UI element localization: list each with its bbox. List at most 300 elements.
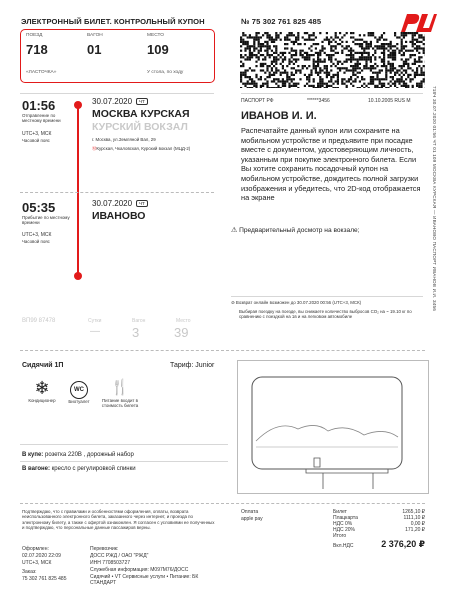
barcode-module — [240, 41, 242, 43]
barcode-module — [392, 83, 394, 85]
barcode-module — [392, 54, 394, 56]
barcode-module — [341, 80, 343, 82]
barcode-module — [269, 34, 271, 36]
barcode-module — [412, 69, 414, 71]
barcode-module — [315, 52, 317, 54]
barcode-module — [275, 58, 277, 60]
barcode-module — [324, 39, 326, 41]
barcode-module — [401, 85, 403, 87]
barcode-module — [376, 74, 378, 76]
barcode-module — [328, 56, 330, 58]
barcode-module — [326, 54, 328, 56]
barcode-module — [273, 61, 275, 63]
barcode-module — [330, 65, 332, 67]
barcode-module — [398, 74, 400, 76]
service-info: Служебная информация: М097М76/ДОСС — [90, 567, 189, 573]
barcode-module — [297, 36, 299, 38]
barcode-module — [368, 56, 370, 58]
barcode-module — [330, 58, 332, 60]
barcode-module — [297, 65, 299, 67]
barcode-module — [392, 78, 394, 80]
barcode-module — [308, 74, 310, 76]
barcode-module — [332, 83, 334, 85]
barcode-module — [266, 45, 268, 47]
barcode-module — [251, 83, 253, 85]
barcode-module — [370, 78, 372, 80]
barcode-module — [264, 72, 266, 74]
barcode-module — [396, 43, 398, 45]
barcode-module — [368, 32, 370, 34]
barcode-module — [420, 85, 422, 87]
barcode-module — [418, 34, 420, 36]
barcode-module — [381, 78, 383, 80]
barcode-module — [275, 36, 277, 38]
barcode-module — [240, 39, 242, 41]
barcode-module — [291, 41, 293, 43]
barcode-module — [390, 63, 392, 65]
barcode-module — [277, 58, 279, 60]
barcode-module — [244, 74, 246, 76]
barcode-module — [299, 78, 301, 80]
barcode-module — [423, 65, 425, 67]
barcode-module — [266, 50, 268, 52]
barcode-module — [418, 52, 420, 54]
barcode-module — [418, 36, 420, 38]
total-row — [333, 539, 425, 550]
price-row-label: Билет — [333, 509, 347, 515]
ticket-number: № 75 302 761 825 485 — [241, 17, 322, 26]
barcode-module — [273, 78, 275, 80]
barcode-module — [405, 72, 407, 74]
barcode-module — [409, 67, 411, 69]
barcode-module — [405, 34, 407, 36]
barcode-module — [277, 54, 279, 56]
barcode-module — [346, 69, 348, 71]
barcode-module — [260, 76, 262, 78]
barcode-module — [255, 34, 257, 36]
barcode-module — [359, 52, 361, 54]
departure-date: 30.07.2020 — [92, 97, 133, 106]
barcode-module — [262, 43, 264, 45]
barcode-module — [337, 36, 339, 38]
barcode-module — [271, 41, 273, 43]
barcode-module — [295, 58, 297, 60]
barcode-module — [420, 74, 422, 76]
barcode-module — [286, 72, 288, 74]
barcode-module — [306, 67, 308, 69]
barcode-module — [275, 32, 277, 34]
barcode-module — [251, 36, 253, 38]
barcode-module — [418, 65, 420, 67]
barcode-module — [350, 58, 352, 60]
barcode-module — [324, 83, 326, 85]
barcode-module — [346, 67, 348, 69]
barcode-module — [383, 52, 385, 54]
train-number: 718 — [26, 42, 48, 57]
barcode-module — [414, 76, 416, 78]
barcode-module — [247, 36, 249, 38]
payment-value: apple pay — [241, 516, 263, 522]
barcode-module — [394, 74, 396, 76]
barcode-module — [403, 36, 405, 38]
barcode-module — [326, 65, 328, 67]
barcode-module — [398, 80, 400, 82]
barcode-module — [383, 47, 385, 49]
barcode-module — [273, 65, 275, 67]
barcode-module — [304, 85, 306, 87]
barcode-module — [330, 85, 332, 87]
barcode-module — [332, 74, 334, 76]
barcode-module — [324, 65, 326, 67]
barcode-module — [321, 41, 323, 43]
barcode-module — [304, 43, 306, 45]
barcode-module — [258, 52, 260, 54]
doc-type: ПАСПОРТ РФ — [241, 98, 274, 104]
barcode-module — [405, 58, 407, 60]
ghost-seat-label: Место — [176, 318, 191, 324]
barcode-module — [418, 41, 420, 43]
barcode-module — [403, 32, 405, 34]
passenger-name: ИВАНОВ И. И. — [241, 110, 317, 122]
barcode-module — [339, 61, 341, 63]
barcode-module — [304, 39, 306, 41]
barcode-module — [288, 87, 290, 88]
barcode-module — [414, 72, 416, 74]
barcode-module — [306, 58, 308, 60]
barcode-module — [284, 56, 286, 58]
in-compartment — [22, 452, 134, 458]
barcode-module — [414, 43, 416, 45]
barcode-module — [368, 67, 370, 69]
barcode-module — [401, 43, 403, 45]
barcode-module — [240, 76, 242, 78]
barcode-module — [271, 80, 273, 82]
barcode-module — [420, 67, 422, 69]
barcode-module — [247, 83, 249, 85]
departure-dot — [74, 101, 82, 109]
barcode-module — [392, 45, 394, 47]
barcode-module — [247, 69, 249, 71]
barcode-module — [341, 36, 343, 38]
barcode-module — [332, 63, 334, 65]
barcode-module — [315, 67, 317, 69]
barcode-module — [286, 65, 288, 67]
barcode-module — [405, 69, 407, 71]
barcode-module — [346, 47, 348, 49]
seat-number: 109 — [147, 42, 169, 57]
barcode-module — [247, 76, 249, 78]
barcode-module — [361, 54, 363, 56]
snowflake-icon: ❄ — [34, 378, 50, 398]
barcode-module — [359, 58, 361, 60]
barcode-module — [372, 67, 374, 69]
barcode-module — [286, 47, 288, 49]
barcode-module — [354, 58, 356, 60]
in-car — [22, 466, 136, 472]
departure-metro-text: Курская, Чкаловская, Курский вокзал (МЦД-2) — [96, 146, 191, 151]
barcode-module — [321, 69, 323, 71]
barcode-module — [260, 69, 262, 71]
barcode-module — [343, 78, 345, 80]
barcode-module — [337, 61, 339, 63]
barcode-module — [277, 36, 279, 38]
barcode-module — [242, 43, 244, 45]
barcode-module — [295, 41, 297, 43]
barcode-module — [306, 76, 308, 78]
barcode-module — [359, 43, 361, 45]
barcode-module — [387, 43, 389, 45]
barcode-module — [368, 47, 370, 49]
barcode-module — [385, 74, 387, 76]
carrier-label: Перевозчик: — [90, 546, 119, 552]
barcode-module — [319, 85, 321, 87]
barcode-module — [363, 52, 365, 54]
barcode-module — [363, 47, 365, 49]
barcode-module — [258, 41, 260, 43]
departure-tz: UTC+3, МСК — [22, 131, 52, 137]
price-row-value: 0,00 ₽ — [410, 521, 425, 527]
barcode-module — [352, 56, 354, 58]
barcode-module — [326, 69, 328, 71]
barcode-module — [315, 87, 317, 88]
barcode-module — [352, 85, 354, 87]
barcode-module — [264, 45, 266, 47]
barcode-module — [379, 36, 381, 38]
barcode-module — [249, 83, 251, 85]
barcode-module — [249, 50, 251, 52]
barcode-module — [271, 74, 273, 76]
barcode-module — [275, 69, 277, 71]
barcode-module — [374, 85, 376, 87]
barcode-module — [280, 32, 282, 34]
barcode-module — [324, 52, 326, 54]
barcode-module — [262, 58, 264, 60]
barcode-module — [332, 87, 334, 88]
barcode-module — [401, 41, 403, 43]
barcode-module — [385, 65, 387, 67]
barcode-module — [295, 61, 297, 63]
price-row-label: НДС 0% — [333, 521, 353, 527]
barcode-module — [379, 72, 381, 74]
barcode-module — [288, 58, 290, 60]
barcode-module — [383, 56, 385, 58]
barcode-module — [416, 50, 418, 52]
barcode-module — [258, 45, 260, 47]
barcode-module — [412, 63, 414, 65]
barcode-module — [403, 61, 405, 63]
barcode-module — [269, 36, 271, 38]
barcode-module — [244, 83, 246, 85]
departure-day-badge: ЧТ — [136, 98, 148, 105]
barcode-module — [258, 43, 260, 45]
arrival-tz: UTC+3, МСК — [22, 232, 52, 238]
barcode-module — [383, 43, 385, 45]
barcode-module — [313, 32, 315, 34]
ticket-title: ЭЛЕКТРОННЫЙ БИЛЕТ. КОНТРОЛЬНЫЙ КУПОН — [21, 17, 205, 26]
barcode-module — [381, 45, 383, 47]
barcode-module — [266, 83, 268, 85]
barcode-module — [244, 76, 246, 78]
barcode-module — [255, 32, 257, 34]
barcode-module — [299, 69, 301, 71]
barcode-module — [315, 72, 317, 74]
barcode-module — [328, 43, 330, 45]
barcode-module — [372, 78, 374, 80]
barcode-module — [293, 54, 295, 56]
barcode-module — [365, 63, 367, 65]
barcode-module — [313, 43, 315, 45]
barcode-module — [339, 32, 341, 34]
barcode-module — [392, 58, 394, 60]
barcode-module — [332, 45, 334, 47]
car-label: ВАГОН — [87, 33, 103, 38]
barcode-module — [401, 65, 403, 67]
price-row-value: 171,20 ₽ — [405, 527, 425, 533]
barcode-module — [376, 41, 378, 43]
barcode-module — [403, 69, 405, 71]
barcode-module — [253, 54, 255, 56]
barcode-module — [401, 45, 403, 47]
barcode-module — [412, 32, 414, 34]
barcode-module — [240, 45, 242, 47]
barcode-module — [354, 63, 356, 65]
barcode-module — [313, 63, 315, 65]
barcode-module — [363, 56, 365, 58]
barcode-module — [354, 43, 356, 45]
barcode-module — [317, 43, 319, 45]
barcode-module — [416, 69, 418, 71]
barcode-module — [282, 52, 284, 54]
barcode-module — [262, 69, 264, 71]
barcode-module — [255, 54, 257, 56]
barcode-module — [354, 67, 356, 69]
barcode-module — [291, 50, 293, 52]
barcode-module — [302, 36, 304, 38]
barcode-module — [317, 74, 319, 76]
departure-time-note: Отправление по местному времени — [22, 113, 61, 124]
barcode-module — [374, 63, 376, 65]
barcode-module — [381, 43, 383, 45]
barcode-module — [403, 45, 405, 47]
barcode-module — [249, 58, 251, 60]
barcode-module — [381, 69, 383, 71]
barcode-module — [401, 54, 403, 56]
barcode-module — [299, 54, 301, 56]
barcode-module — [401, 76, 403, 78]
barcode-module — [249, 56, 251, 58]
barcode-module — [295, 72, 297, 74]
barcode-module — [370, 83, 372, 85]
barcode-module — [280, 80, 282, 82]
barcode-module — [392, 56, 394, 58]
barcode-module — [310, 50, 312, 52]
barcode-module — [319, 69, 321, 71]
barcode-module — [271, 39, 273, 41]
barcode-module — [273, 41, 275, 43]
barcode-module — [319, 61, 321, 63]
barcode-module — [308, 80, 310, 82]
barcode-module — [310, 39, 312, 41]
inspection-note — [231, 226, 360, 234]
barcode-module — [297, 32, 299, 34]
barcode-module — [244, 85, 246, 87]
barcode-module — [330, 80, 332, 82]
refund-text: Возврат онлайн возможен до 30.07.2020 00:56 (UTC+3, МСК) — [235, 300, 362, 305]
barcode-module — [401, 72, 403, 74]
barcode-module — [350, 78, 352, 80]
barcode-module — [335, 47, 337, 49]
barcode-module — [370, 32, 372, 34]
barcode-module — [286, 78, 288, 80]
barcode-module — [420, 87, 422, 88]
barcode-module — [253, 41, 255, 43]
barcode-module — [383, 78, 385, 80]
amenity-ac-label: Кондиционер — [28, 398, 56, 403]
barcode-module — [282, 54, 284, 56]
carrier-value: ДОСС РЖД / ОАО "РЖД" — [90, 553, 149, 559]
barcode-module — [244, 72, 246, 74]
barcode-module — [258, 58, 260, 60]
co2-note: Выбирая поездку на поезде, вы снижаете количество выбросов CO₂ на ~ 19.10 кг по сравнению с поездкой на 1в и на легковом автомобиле — [239, 309, 412, 320]
barcode-module — [269, 87, 271, 88]
barcode-module — [352, 67, 354, 69]
price-row-value: 1111,10 ₽ — [403, 515, 425, 521]
barcode-module — [359, 72, 361, 74]
barcode-module — [326, 83, 328, 85]
barcode-module — [387, 56, 389, 58]
barcode-module — [361, 45, 363, 47]
barcode-module — [291, 78, 293, 80]
barcode-module — [370, 65, 372, 67]
barcode-module — [370, 80, 372, 82]
barcode-module — [266, 76, 268, 78]
barcode-module — [409, 54, 411, 56]
barcode-module — [350, 56, 352, 58]
barcode-module — [240, 72, 242, 74]
barcode-module — [304, 32, 306, 34]
barcode-module — [291, 47, 293, 49]
barcode-module — [405, 87, 407, 88]
barcode-module — [286, 43, 288, 45]
barcode-module — [266, 36, 268, 38]
barcode-module — [317, 65, 319, 67]
barcode-module — [370, 67, 372, 69]
barcode-module — [330, 69, 332, 71]
barcode-module — [240, 54, 242, 56]
barcode-module — [262, 34, 264, 36]
ghost-car-value: 3 — [132, 325, 140, 340]
barcode-module — [350, 83, 352, 85]
barcode-module — [310, 54, 312, 56]
barcode-module — [249, 67, 251, 69]
barcode-module — [359, 67, 361, 69]
barcode-module — [394, 52, 396, 54]
barcode-module — [341, 63, 343, 65]
barcode-module — [295, 69, 297, 71]
barcode-module — [352, 32, 354, 34]
barcode-module — [313, 85, 315, 87]
barcode-module — [330, 41, 332, 43]
barcode-module — [339, 39, 341, 41]
barcode-module — [271, 69, 273, 71]
amenity-meal — [99, 378, 141, 409]
barcode-module — [405, 61, 407, 63]
barcode-module — [354, 74, 356, 76]
barcode-module — [330, 78, 332, 80]
barcode-module — [392, 52, 394, 54]
barcode-module — [365, 58, 367, 60]
barcode-module — [357, 58, 359, 60]
